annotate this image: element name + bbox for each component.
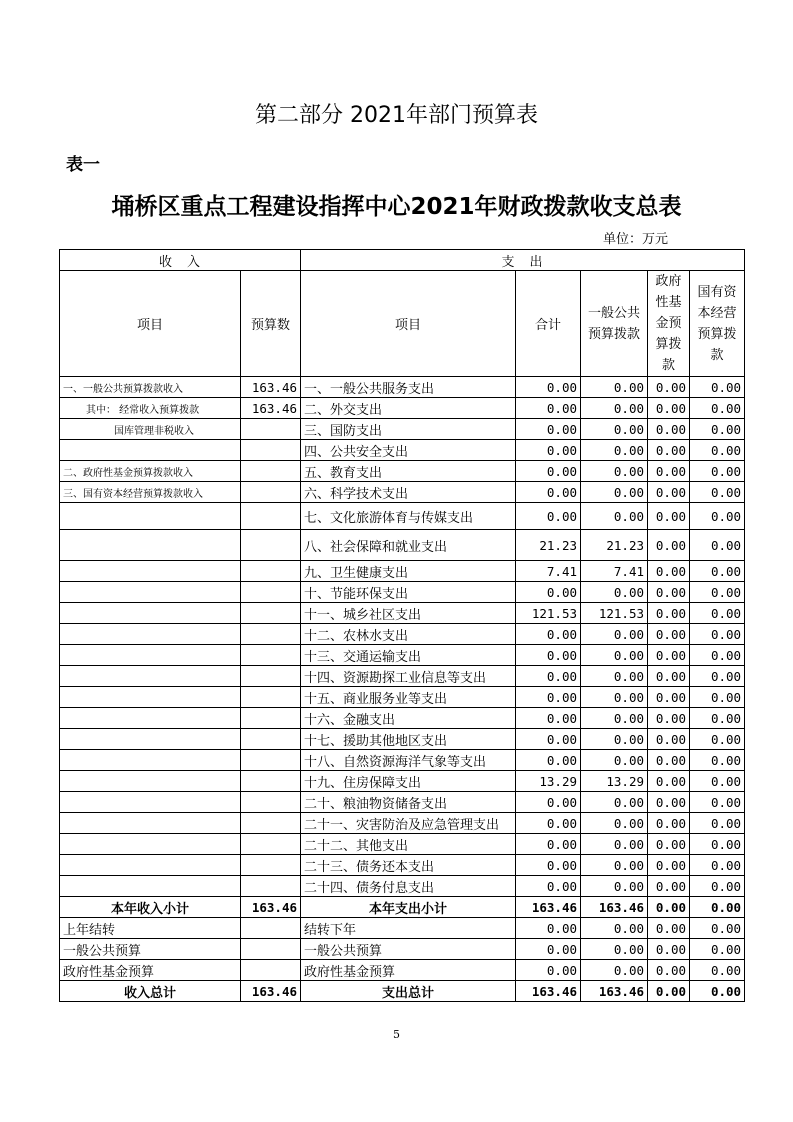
table-label: 表一 <box>66 155 100 175</box>
state-capital-cell: 0.00 <box>690 981 745 1002</box>
gov-fund-cell: 0.00 <box>648 792 690 813</box>
total-cell: 163.46 <box>516 981 581 1002</box>
state-capital-cell: 0.00 <box>690 834 745 855</box>
total-cell: 0.00 <box>516 687 581 708</box>
gov-fund-cell: 0.00 <box>648 960 690 981</box>
table-row <box>60 530 745 561</box>
expense-item-cell: 十六、金融支出 <box>301 708 516 729</box>
gov-fund-cell: 0.00 <box>648 624 690 645</box>
income-item-cell: 一、一般公共预算拨款收入 <box>60 377 241 398</box>
gov-fund-cell: 0.00 <box>648 482 690 503</box>
gov-fund-cell: 0.00 <box>648 981 690 1002</box>
gov-fund-cell: 0.00 <box>648 440 690 461</box>
general-budget-cell: 0.00 <box>581 708 648 729</box>
table-row <box>60 813 745 834</box>
table-row <box>60 708 745 729</box>
state-capital-cell: 0.00 <box>690 897 745 918</box>
expense-item-cell: 本年支出小计 <box>301 897 516 918</box>
state-capital-header: 国有资本经营预算拨款 <box>690 271 745 377</box>
table-row <box>60 750 745 771</box>
income-amount-cell <box>241 503 301 530</box>
income-amount-cell <box>241 708 301 729</box>
total-cell: 0.00 <box>516 419 581 440</box>
unit-label: 单位：万元 <box>603 232 669 247</box>
general-budget-cell: 0.00 <box>581 419 648 440</box>
expense-item-cell: 十一、城乡社区支出 <box>301 603 516 624</box>
expense-item-cell: 五、教育支出 <box>301 461 516 482</box>
income-amount-cell <box>241 530 301 561</box>
expense-item-cell: 二十四、债务付息支出 <box>301 876 516 897</box>
general-budget-cell: 0.00 <box>581 813 648 834</box>
general-budget-cell: 0.00 <box>581 377 648 398</box>
income-amount-cell <box>241 645 301 666</box>
total-cell: 0.00 <box>516 666 581 687</box>
total-cell: 0.00 <box>516 813 581 834</box>
expense-item-cell: 十三、交通运输支出 <box>301 645 516 666</box>
state-capital-cell: 0.00 <box>690 687 745 708</box>
state-capital-cell: 0.00 <box>690 582 745 603</box>
total-cell: 0.00 <box>516 834 581 855</box>
general-budget-cell: 0.00 <box>581 503 648 530</box>
gov-fund-cell: 0.00 <box>648 708 690 729</box>
gov-fund-cell: 0.00 <box>648 398 690 419</box>
income-item-cell <box>60 729 241 750</box>
income-amount-cell <box>241 440 301 461</box>
state-capital-cell: 0.00 <box>690 918 745 939</box>
general-budget-cell: 0.00 <box>581 834 648 855</box>
general-budget-cell: 0.00 <box>581 440 648 461</box>
general-budget-cell: 0.00 <box>581 666 648 687</box>
total-cell: 0.00 <box>516 939 581 960</box>
general-budget-cell: 0.00 <box>581 855 648 876</box>
expense-item-cell: 十九、住房保障支出 <box>301 771 516 792</box>
expense-item-cell: 结转下年 <box>301 918 516 939</box>
part-title: 第二部分 2021年部门预算表 <box>255 103 538 128</box>
total-cell: 0.00 <box>516 855 581 876</box>
expense-item-cell: 十四、资源勘探工业信息等支出 <box>301 666 516 687</box>
income-amount-cell: 163.46 <box>241 398 301 419</box>
table-row <box>60 398 745 419</box>
income-amount-cell <box>241 834 301 855</box>
general-budget-cell: 0.00 <box>581 792 648 813</box>
general-budget-cell: 0.00 <box>581 687 648 708</box>
income-item-cell: 政府性基金预算 <box>60 960 241 981</box>
income-item-cell <box>60 708 241 729</box>
header-row-columns <box>60 271 745 377</box>
table-row <box>60 897 745 918</box>
general-budget-cell: 7.41 <box>581 561 648 582</box>
general-budget-cell: 0.00 <box>581 398 648 419</box>
income-amount-cell <box>241 939 301 960</box>
table-row <box>60 503 745 530</box>
income-item-cell <box>60 561 241 582</box>
gov-fund-cell: 0.00 <box>648 876 690 897</box>
state-capital-cell: 0.00 <box>690 939 745 960</box>
state-capital-cell: 0.00 <box>690 624 745 645</box>
state-capital-cell: 0.00 <box>690 876 745 897</box>
state-capital-cell: 0.00 <box>690 645 745 666</box>
state-capital-cell: 0.00 <box>690 482 745 503</box>
general-budget-cell: 121.53 <box>581 603 648 624</box>
state-capital-cell: 0.00 <box>690 398 745 419</box>
total-cell: 0.00 <box>516 645 581 666</box>
total-cell: 121.53 <box>516 603 581 624</box>
general-budget-header: 一般公共预算拨款 <box>581 271 648 377</box>
total-cell: 0.00 <box>516 461 581 482</box>
income-amount-cell <box>241 918 301 939</box>
income-item-cell <box>60 582 241 603</box>
table-row <box>60 855 745 876</box>
table-row <box>60 666 745 687</box>
total-cell: 0.00 <box>516 876 581 897</box>
gov-fund-header: 政府性基金预算拨款 <box>648 271 690 377</box>
gov-fund-cell: 0.00 <box>648 561 690 582</box>
expense-item-cell: 八、社会保障和就业支出 <box>301 530 516 561</box>
gov-fund-cell: 0.00 <box>648 750 690 771</box>
gov-fund-cell: 0.00 <box>648 377 690 398</box>
gov-fund-cell: 0.00 <box>648 855 690 876</box>
income-amount-cell: 163.46 <box>241 377 301 398</box>
general-budget-cell: 0.00 <box>581 939 648 960</box>
expense-item-header: 项目 <box>301 271 516 377</box>
income-item-cell: 收入总计 <box>60 981 241 1002</box>
total-cell: 0.00 <box>516 918 581 939</box>
general-budget-cell: 163.46 <box>581 897 648 918</box>
income-item-cell <box>60 666 241 687</box>
table-row <box>60 603 745 624</box>
income-amount-cell <box>241 792 301 813</box>
expense-item-cell: 政府性基金预算 <box>301 960 516 981</box>
expense-item-cell: 七、文化旅游体育与传媒支出 <box>301 503 516 530</box>
total-cell: 0.00 <box>516 398 581 419</box>
general-budget-cell: 0.00 <box>581 960 648 981</box>
total-cell: 13.29 <box>516 771 581 792</box>
budget-table <box>59 249 745 1002</box>
total-cell: 0.00 <box>516 750 581 771</box>
income-item-cell <box>60 503 241 530</box>
total-cell: 0.00 <box>516 708 581 729</box>
income-amount-cell <box>241 482 301 503</box>
table-row <box>60 582 745 603</box>
expense-item-cell: 二十、粮油物资储备支出 <box>301 792 516 813</box>
state-capital-cell: 0.00 <box>690 530 745 561</box>
general-budget-cell: 0.00 <box>581 461 648 482</box>
table-row <box>60 440 745 461</box>
income-item-cell <box>60 750 241 771</box>
total-cell: 0.00 <box>516 503 581 530</box>
table-row <box>60 876 745 897</box>
income-amount-cell <box>241 876 301 897</box>
income-item-cell <box>60 645 241 666</box>
expense-item-cell: 支出总计 <box>301 981 516 1002</box>
income-item-cell <box>60 855 241 876</box>
total-cell: 0.00 <box>516 960 581 981</box>
expense-item-cell: 一、一般公共服务支出 <box>301 377 516 398</box>
total-cell: 0.00 <box>516 377 581 398</box>
income-amount-cell <box>241 750 301 771</box>
income-item-cell <box>60 792 241 813</box>
header-row-groups <box>60 250 745 271</box>
general-budget-cell: 21.23 <box>581 530 648 561</box>
total-header: 合计 <box>516 271 581 377</box>
main-title: 埇桥区重点工程建设指挥中心2021年财政拨款收支总表 <box>111 194 682 220</box>
table-row <box>60 624 745 645</box>
gov-fund-cell: 0.00 <box>648 813 690 834</box>
expense-item-cell: 三、国防支出 <box>301 419 516 440</box>
gov-fund-cell: 0.00 <box>648 645 690 666</box>
state-capital-cell: 0.00 <box>690 440 745 461</box>
gov-fund-cell: 0.00 <box>648 939 690 960</box>
income-amount-cell <box>241 624 301 645</box>
general-budget-cell: 163.46 <box>581 981 648 1002</box>
general-budget-cell: 13.29 <box>581 771 648 792</box>
state-capital-cell: 0.00 <box>690 666 745 687</box>
income-item-cell: 三、国有资本经营预算拨款收入 <box>60 482 241 503</box>
income-item-cell <box>60 687 241 708</box>
general-budget-cell: 0.00 <box>581 876 648 897</box>
table-row <box>60 771 745 792</box>
gov-fund-cell: 0.00 <box>648 503 690 530</box>
income-item-cell <box>60 530 241 561</box>
total-cell: 0.00 <box>516 482 581 503</box>
state-capital-cell: 0.00 <box>690 377 745 398</box>
table-row <box>60 792 745 813</box>
income-item-cell: 上年结转 <box>60 918 241 939</box>
income-amount-cell <box>241 687 301 708</box>
income-amount-cell <box>241 729 301 750</box>
income-amount-cell <box>241 461 301 482</box>
state-capital-cell: 0.00 <box>690 771 745 792</box>
income-item-cell <box>60 440 241 461</box>
gov-fund-cell: 0.00 <box>648 461 690 482</box>
gov-fund-cell: 0.00 <box>648 834 690 855</box>
income-item-cell <box>60 603 241 624</box>
table-row <box>60 981 745 1002</box>
total-cell: 7.41 <box>516 561 581 582</box>
state-capital-cell: 0.00 <box>690 960 745 981</box>
state-capital-cell: 0.00 <box>690 855 745 876</box>
general-budget-cell: 0.00 <box>581 750 648 771</box>
expense-item-cell: 十五、商业服务业等支出 <box>301 687 516 708</box>
income-amount-cell: 163.46 <box>241 897 301 918</box>
general-budget-cell: 0.00 <box>581 482 648 503</box>
income-item-cell <box>60 771 241 792</box>
table-row <box>60 461 745 482</box>
gov-fund-cell: 0.00 <box>648 603 690 624</box>
income-amount-cell <box>241 813 301 834</box>
table-row <box>60 687 745 708</box>
expense-item-cell: 二十三、债务还本支出 <box>301 855 516 876</box>
expense-header: 支 出 <box>301 250 745 271</box>
income-amount-cell <box>241 960 301 981</box>
expense-item-cell: 二、外交支出 <box>301 398 516 419</box>
income-amount-cell <box>241 561 301 582</box>
gov-fund-cell: 0.00 <box>648 582 690 603</box>
income-item-cell: 国库管理非税收入 <box>60 419 241 440</box>
page-number: 5 <box>393 1028 400 1041</box>
gov-fund-cell: 0.00 <box>648 687 690 708</box>
general-budget-cell: 0.00 <box>581 582 648 603</box>
income-amount-cell: 163.46 <box>241 981 301 1002</box>
expense-item-cell: 一般公共预算 <box>301 939 516 960</box>
state-capital-cell: 0.00 <box>690 461 745 482</box>
expense-item-cell: 十二、农林水支出 <box>301 624 516 645</box>
total-cell: 163.46 <box>516 897 581 918</box>
total-cell: 0.00 <box>516 582 581 603</box>
state-capital-cell: 0.00 <box>690 813 745 834</box>
income-item-cell <box>60 813 241 834</box>
income-header: 收 入 <box>60 250 301 271</box>
budget-amount-header: 预算数 <box>241 271 301 377</box>
table-row <box>60 377 745 398</box>
income-item-cell: 一般公共预算 <box>60 939 241 960</box>
general-budget-cell: 0.00 <box>581 624 648 645</box>
gov-fund-cell: 0.00 <box>648 918 690 939</box>
total-cell: 0.00 <box>516 792 581 813</box>
income-item-cell: 本年收入小计 <box>60 897 241 918</box>
income-amount-cell <box>241 666 301 687</box>
expense-item-cell: 二十二、其他支出 <box>301 834 516 855</box>
expense-item-cell: 六、科学技术支出 <box>301 482 516 503</box>
income-amount-cell <box>241 582 301 603</box>
expense-item-cell: 十八、自然资源海洋气象等支出 <box>301 750 516 771</box>
state-capital-cell: 0.00 <box>690 708 745 729</box>
state-capital-cell: 0.00 <box>690 750 745 771</box>
state-capital-cell: 0.00 <box>690 603 745 624</box>
income-item-header: 项目 <box>60 271 241 377</box>
expense-item-cell: 九、卫生健康支出 <box>301 561 516 582</box>
table-row <box>60 419 745 440</box>
expense-item-cell: 四、公共安全支出 <box>301 440 516 461</box>
expense-item-cell: 二十一、灾害防治及应急管理支出 <box>301 813 516 834</box>
general-budget-cell: 0.00 <box>581 645 648 666</box>
income-amount-cell <box>241 771 301 792</box>
general-budget-cell: 0.00 <box>581 729 648 750</box>
table-row <box>60 939 745 960</box>
gov-fund-cell: 0.00 <box>648 729 690 750</box>
income-amount-cell <box>241 603 301 624</box>
state-capital-cell: 0.00 <box>690 729 745 750</box>
income-amount-cell <box>241 855 301 876</box>
table-row <box>60 645 745 666</box>
income-item-cell: 其中： 经常收入预算拨款 <box>60 398 241 419</box>
state-capital-cell: 0.00 <box>690 503 745 530</box>
income-item-cell <box>60 834 241 855</box>
table-row <box>60 834 745 855</box>
general-budget-cell: 0.00 <box>581 918 648 939</box>
total-cell: 0.00 <box>516 624 581 645</box>
expense-item-cell: 十、节能环保支出 <box>301 582 516 603</box>
total-cell: 21.23 <box>516 530 581 561</box>
gov-fund-cell: 0.00 <box>648 897 690 918</box>
table-row <box>60 561 745 582</box>
income-item-cell <box>60 876 241 897</box>
gov-fund-cell: 0.00 <box>648 771 690 792</box>
gov-fund-cell: 0.00 <box>648 419 690 440</box>
expense-item-cell: 十七、援助其他地区支出 <box>301 729 516 750</box>
state-capital-cell: 0.00 <box>690 419 745 440</box>
state-capital-cell: 0.00 <box>690 792 745 813</box>
gov-fund-cell: 0.00 <box>648 666 690 687</box>
table-row <box>60 482 745 503</box>
income-amount-cell <box>241 419 301 440</box>
gov-fund-cell: 0.00 <box>648 530 690 561</box>
table-row <box>60 918 745 939</box>
income-item-cell: 二、政府性基金预算拨款收入 <box>60 461 241 482</box>
table-row <box>60 960 745 981</box>
total-cell: 0.00 <box>516 729 581 750</box>
table-row <box>60 729 745 750</box>
income-item-cell <box>60 624 241 645</box>
total-cell: 0.00 <box>516 440 581 461</box>
state-capital-cell: 0.00 <box>690 561 745 582</box>
